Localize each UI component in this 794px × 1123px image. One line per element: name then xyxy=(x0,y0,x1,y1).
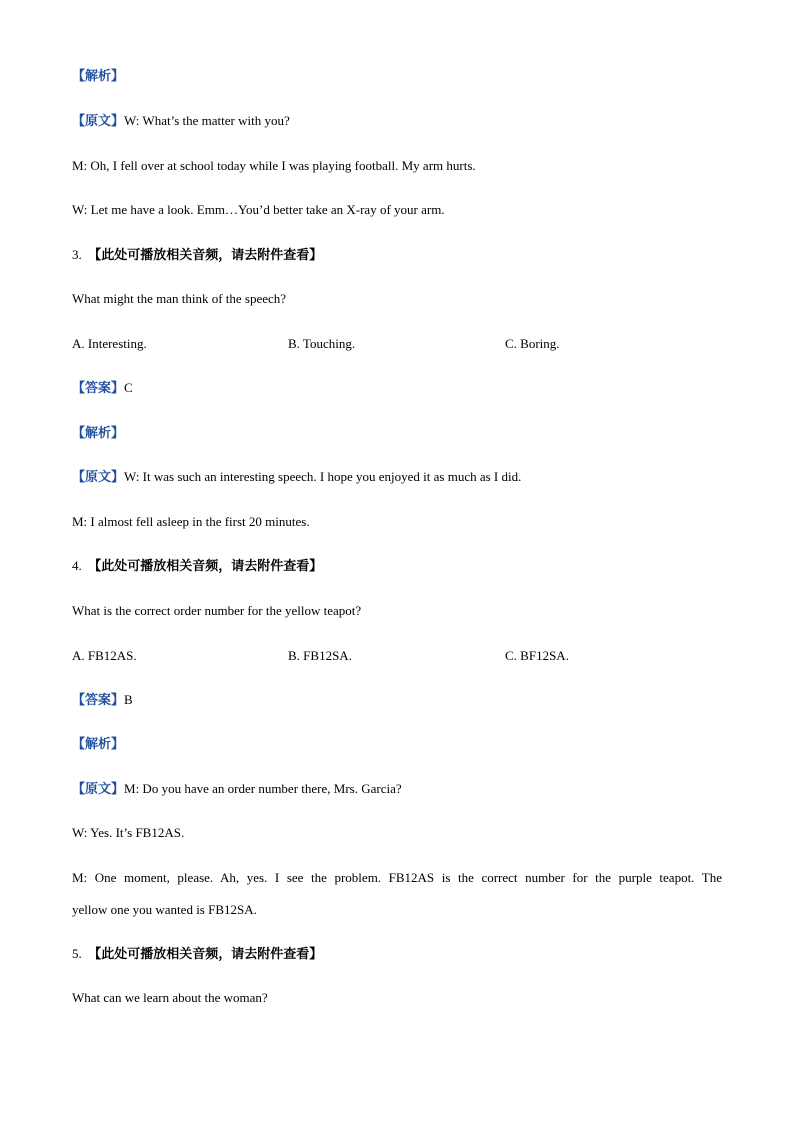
transcript-text: W: What’s the matter with you? xyxy=(124,113,290,128)
question-number: 3. xyxy=(72,247,82,262)
analysis-heading-q3 xyxy=(72,424,124,443)
audio-note: 【此处可播放相关音频，请去附件查看】 xyxy=(88,559,323,574)
original-tag: 【原文】 xyxy=(72,782,125,797)
transcript-line-q4-2: W: Yes. It’s FB12AS. xyxy=(72,825,185,840)
question-heading-q4 xyxy=(72,557,322,576)
transcript-line-q4-3a: M: One moment, please. Ah, yes. I see the problem. FB12AS is the correct number for the purple teapot. The xyxy=(72,870,722,885)
answer-tag: 【答案】 xyxy=(72,381,125,396)
answer-value: B xyxy=(124,692,133,707)
answer-line-q4 xyxy=(72,691,133,710)
answer-tag: 【答案】 xyxy=(72,693,125,708)
option-b-q4: B. FB12SA. xyxy=(288,648,352,663)
transcript-line-q3-2: M: I almost fell asleep in the first 20 minutes. xyxy=(72,514,310,529)
question-number: 5. xyxy=(72,946,82,961)
transcript-line-q4-3b: yellow one you wanted is FB12SA. xyxy=(72,902,257,917)
audio-note: 【此处可播放相关音频，请去附件查看】 xyxy=(88,248,323,263)
analysis-heading-q4 xyxy=(72,735,124,754)
option-b-q3: B. Touching. xyxy=(288,336,356,351)
transcript-line-q2-3: W: Let me have a look. Emm…You’d better take an X-ray of your arm. xyxy=(72,202,445,217)
transcript-text: M: Do you have an order number there, Mrs. Garcia? xyxy=(124,781,402,796)
option-a-q4: A. FB12AS. xyxy=(72,648,137,663)
question-text-q5: What can we learn about the woman? xyxy=(72,990,268,1005)
answer-line-q3 xyxy=(72,379,133,398)
question-text-q3: What might the man think of the speech? xyxy=(72,291,287,306)
original-tag: 【原文】 xyxy=(72,114,125,129)
option-a-q3: A. Interesting. xyxy=(72,336,147,351)
analysis-heading-q2 xyxy=(72,67,124,86)
analysis-tag: 【解析】 xyxy=(72,426,125,441)
original-tag: 【原文】 xyxy=(72,470,125,485)
question-number: 4. xyxy=(72,558,82,573)
audio-note: 【此处可播放相关音频，请去附件查看】 xyxy=(88,947,323,962)
option-c-q3: C. Boring. xyxy=(505,336,560,351)
answer-value: C xyxy=(124,380,133,395)
original-line-q4-1 xyxy=(72,780,402,799)
question-heading-q5 xyxy=(72,945,322,964)
original-line-q3-1 xyxy=(72,468,521,487)
question-text-q4: What is the correct order number for the yellow teapot? xyxy=(72,603,362,618)
original-line-q2-1 xyxy=(72,112,290,131)
question-heading-q3 xyxy=(72,246,322,265)
transcript-line-q2-2: M: Oh, I fell over at school today while I was playing football. My arm hurts. xyxy=(72,158,476,173)
analysis-tag: 【解析】 xyxy=(72,69,125,84)
transcript-text: W: It was such an interesting speech. I hope you enjoyed it as much as I did. xyxy=(124,469,522,484)
option-c-q4: C. BF12SA. xyxy=(505,648,569,663)
analysis-tag: 【解析】 xyxy=(72,737,125,752)
